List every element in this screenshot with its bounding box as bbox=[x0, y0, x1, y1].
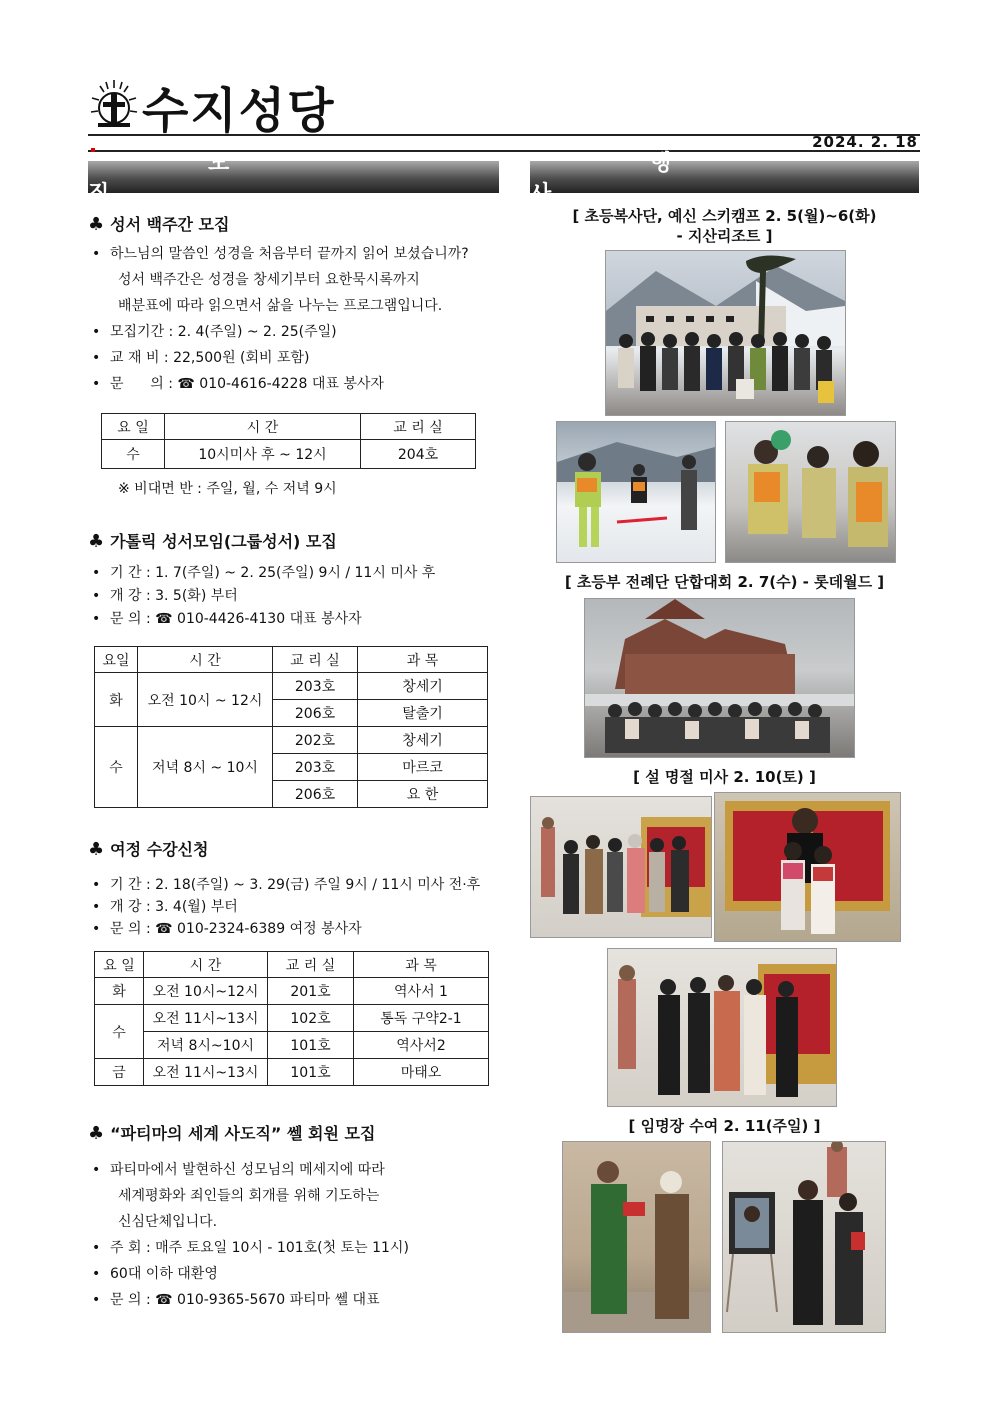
list-item: • 파티마에서 발현하신 성모님의 메세지에 따라 bbox=[92, 1162, 385, 1178]
event-caption-appointment: [ 임명장 수여 2. 11(주일) ] bbox=[628, 1117, 821, 1135]
group-bible-table: 요일 시 간 교 리 실 과 목 화 오전 10시 ~ 12시 203호 창세기 206호 탈출기 수 저녁 8시 ~ 10시 202호 창세기 203호 마르코 206호 요 한 bbox=[94, 646, 488, 808]
list-item: • 기 간 : 2. 18(주일) ~ 3. 29(금) 주일 9시 / 11시 미사 전·후 bbox=[92, 877, 481, 893]
list-item: • 문 의 : ☎ 010-4616-4228 대표 봉사자 bbox=[92, 376, 384, 392]
list-item-continued: 성서 백주간은 성경을 창세기부터 요한묵시록까지 bbox=[118, 272, 420, 288]
yeojeong-table: 요 일 시 간 교 리 실 과 목 화 오전 10시~12시 201호 역사서 1 수 오전 11시~13시 102호 통독 구약2-1 저녁 8시~10시 101호 역사서2 금 오전 11시~13시 101호 마태오 bbox=[94, 951, 489, 1086]
table-header: 요 일 bbox=[102, 414, 165, 440]
list-item: • 문 의 : ☎ 010-2324-6389 여정 봉사자 bbox=[92, 921, 362, 937]
logo-text: 수지성당 bbox=[142, 83, 336, 139]
table-header: 시 간 bbox=[165, 414, 361, 440]
club-icon: ♣ bbox=[88, 214, 105, 235]
bible100-list bbox=[92, 241, 469, 397]
event-caption-lotte: [ 초등부 전례단 단합대회 2. 7(수) - 롯데월드 ] bbox=[564, 573, 885, 591]
yeojeong-heading: ♣ 여정 수강신청 bbox=[88, 839, 209, 860]
table-row: 수 오전 11시~13시 102호 통독 구약2-1 bbox=[95, 1005, 489, 1032]
bible100-note: ※ 비대면 반 : 주일, 월, 수 저녁 9시 bbox=[118, 481, 337, 497]
photo-new-year-mass-group bbox=[530, 796, 712, 938]
church-logo bbox=[88, 72, 388, 138]
list-item: • 문 의 : ☎ 010-9365-5670 파티마 쎌 대표 bbox=[92, 1292, 380, 1308]
group-bible-heading: ♣ 가톨릭 성서모임(그룹성서) 모집 bbox=[88, 531, 337, 552]
fatima-heading: ♣ “파티마의 세계 사도직” 쎌 회원 모집 bbox=[88, 1123, 376, 1144]
event-caption-ski: [ 초등복사단, 예신 스키캠프 2. 5(월)~6(화) - 지산리조트 ] bbox=[572, 207, 877, 245]
yeojeong-list bbox=[92, 874, 480, 940]
events-section-bar: 행 사 bbox=[530, 161, 919, 193]
photo-children-ski-gear bbox=[725, 421, 896, 563]
list-item: • 개 강 : 3. 4(월) 부터 bbox=[92, 899, 238, 915]
table-row: 203호 마르코 bbox=[95, 754, 488, 781]
group-bible-list bbox=[92, 562, 435, 631]
list-item-continued: 배분표에 따라 읽으면서 삶을 나누는 프로그램입니다. bbox=[118, 298, 443, 314]
table-row: 금 오전 11시~13시 101호 마태오 bbox=[95, 1059, 489, 1086]
list-item: • 주 회 : 매주 토요일 10시 - 101호(첫 토는 11시) bbox=[92, 1240, 409, 1256]
fatima-list: • 파티마에서 발현하신 성모님의 메세지에 따라 세계평화와 죄인들의 회개를 위해 기도하는 신심단체입니다. • 주 회 : 매주 토요일 10시 - 101호(첫 토는 11시) • 60대 이하 대환영 • 문 의 : ☎ 010-9365-5670 파티마 쎌 대표 bbox=[92, 1157, 409, 1313]
recruit-section-bar: 모 집 bbox=[88, 161, 499, 193]
photo-ski-camp-group bbox=[605, 250, 846, 416]
photo-clergy-group bbox=[607, 948, 837, 1107]
table-row: 저녁 8시~10시 101호 역사서2 bbox=[95, 1032, 489, 1059]
bible100-heading: ♣ 성서 백주간 모집 bbox=[88, 214, 230, 235]
table-row: 화 오전 10시~12시 201호 역사서 1 bbox=[95, 978, 489, 1005]
table-row: 206호 탈출기 bbox=[95, 700, 488, 727]
photo-children-hanbok bbox=[714, 792, 901, 942]
photo-skiing-child bbox=[556, 421, 716, 563]
list-item: • 교 재 비 : 22,500원 (회비 포함) bbox=[92, 350, 310, 366]
table-row: 206호 요 한 bbox=[95, 781, 488, 808]
photo-priest-appointment bbox=[562, 1141, 711, 1333]
list-item: • 기 간 : 1. 7(주일) ~ 2. 25(주일) 9시 / 11시 미사 후 bbox=[92, 565, 436, 581]
photo-lotte-world-group bbox=[584, 598, 855, 758]
table-header: 교 리 실 bbox=[361, 414, 476, 440]
issue-date: 2024. 2. 18 bbox=[812, 133, 918, 151]
header-rule-top bbox=[88, 134, 920, 136]
list-item: • 하느님의 말씀인 성경을 처음부터 끝까지 읽어 보셨습니까? bbox=[92, 241, 469, 267]
table-row: 화 오전 10시 ~ 12시 203호 창세기 bbox=[95, 673, 488, 700]
bullet-icon: • bbox=[92, 246, 101, 262]
table-row: 수 10시미사 후 ~ 12시 204호 bbox=[102, 440, 476, 469]
table-row: 수 저녁 8시 ~ 10시 202호 창세기 bbox=[95, 727, 488, 754]
event-caption-lunar-new-year: [ 설 명절 미사 2. 10(토) ] bbox=[633, 768, 816, 786]
list-item: • 개 강 : 3. 5(화) 부터 bbox=[92, 588, 238, 604]
cross-sun-icon bbox=[88, 76, 140, 132]
list-item: • 모집기간 : 2. 4(주일) ~ 2. 25(주일) bbox=[92, 324, 337, 340]
bible100-table bbox=[101, 413, 476, 469]
phone-icon: ☎ bbox=[177, 376, 195, 392]
photo-priest-portrait bbox=[722, 1141, 886, 1333]
list-item: • 60대 이하 대환영 bbox=[92, 1266, 218, 1282]
list-item: • 문 의 : ☎ 010-4426-4130 대표 봉사자 bbox=[92, 611, 362, 627]
